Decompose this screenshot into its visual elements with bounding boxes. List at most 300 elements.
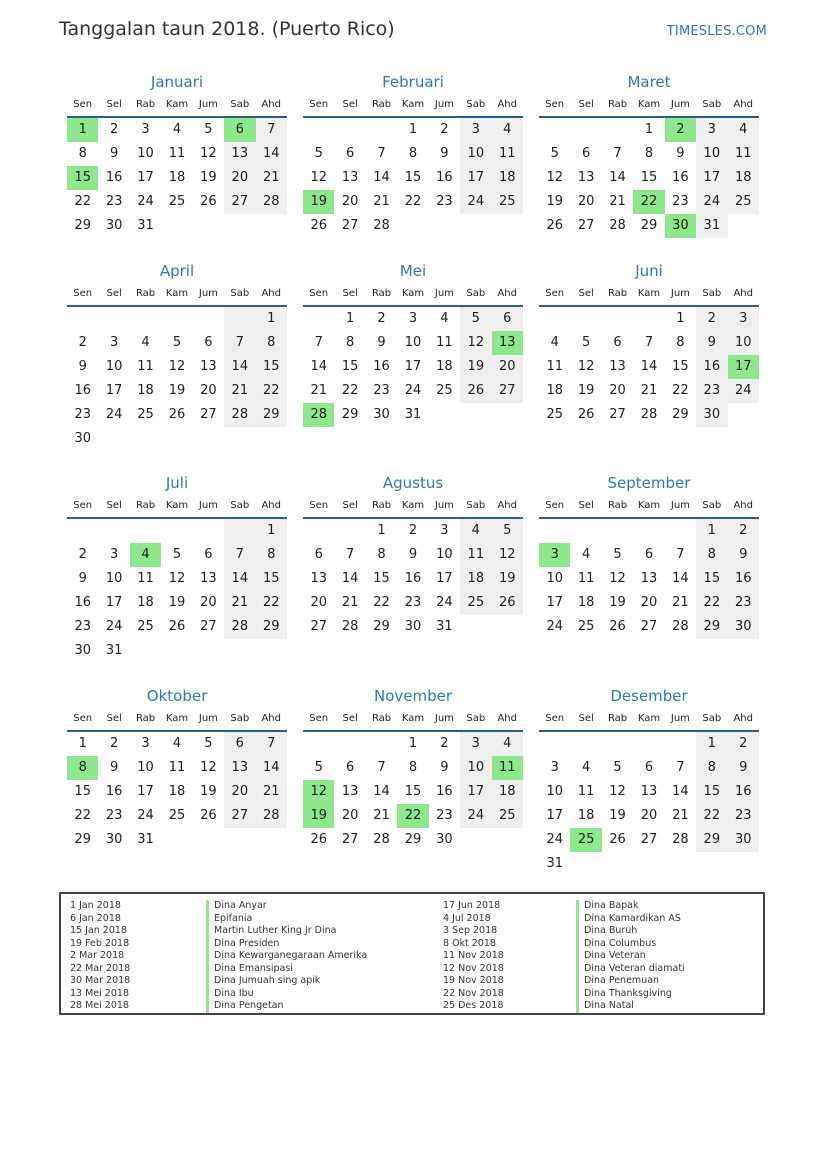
day-cell: 17: [105, 383, 123, 398]
holiday-date: 28 Mei 2018: [70, 1000, 129, 1011]
empty-cell: [539, 519, 570, 543]
holiday-date: 2 Mar 2018: [70, 950, 125, 961]
day-cell: 17: [460, 166, 491, 190]
weekday-label: Sen: [73, 713, 93, 724]
day-cell: 19: [168, 383, 186, 398]
day-cell: 29: [341, 407, 359, 422]
day-cell: 13: [341, 170, 359, 185]
day-cell: 4: [440, 311, 449, 326]
weekday-label: Sel: [342, 713, 358, 724]
day-cell: 4: [460, 519, 491, 543]
day-cell: 7: [377, 146, 386, 161]
day-cell: 22: [696, 591, 727, 615]
month-11: [303, 684, 523, 852]
weekday-label: Sab: [702, 288, 722, 299]
weekday-label: Sel: [342, 99, 358, 110]
weekday-label: Rab: [135, 99, 156, 110]
day-cell: 11: [168, 146, 186, 161]
day-cell: 17: [460, 780, 491, 804]
day-cell: 3: [550, 760, 559, 775]
day-cell: 19: [492, 567, 523, 591]
month-1: [67, 70, 287, 238]
day-cell: 30: [373, 407, 390, 422]
empty-cell: [539, 118, 570, 142]
holiday-date: 22 Nov 2018: [443, 987, 504, 999]
day-cell: 21: [256, 780, 287, 804]
day-cell: 18: [577, 808, 595, 823]
day-cell: 20: [341, 808, 359, 823]
day-cell: 9: [696, 331, 727, 355]
day-cell: 20: [640, 595, 658, 610]
day-cell: 5: [613, 760, 622, 775]
weekday-label: Sel: [106, 99, 122, 110]
weekday-label: Sen: [309, 713, 329, 724]
weekday-label: Sen: [309, 500, 329, 511]
day-grid: [67, 519, 287, 663]
day-cell: 21: [224, 591, 255, 615]
day-cell: 2: [696, 307, 727, 331]
day-cell: 8: [676, 335, 685, 350]
day-cell: 21: [373, 194, 390, 209]
empty-cell: [665, 519, 696, 543]
day-cell: 23: [728, 591, 759, 615]
weekday-label: Sel: [342, 500, 358, 511]
day-cell: 25: [728, 190, 759, 214]
day-cell: 8: [696, 543, 727, 567]
day-cell: 20: [200, 383, 217, 398]
weekday-header: [67, 708, 287, 732]
day-cell: 11: [546, 359, 563, 374]
day-cell: 1: [256, 307, 287, 331]
holiday-day-cell: 8: [67, 756, 98, 780]
weekday-header: [539, 708, 759, 732]
day-cell: 5: [204, 122, 213, 137]
day-cell: 26: [609, 832, 626, 847]
day-cell: 29: [696, 615, 727, 639]
weekday-label: Rab: [371, 713, 392, 724]
day-cell: 12: [609, 784, 626, 799]
day-cell: 17: [546, 808, 563, 823]
weekday-label: Sel: [578, 99, 594, 110]
day-cell: 5: [492, 519, 523, 543]
weekday-label: Ahd: [497, 99, 517, 110]
day-cell: 17: [696, 166, 727, 190]
day-cell: 19: [200, 170, 217, 185]
day-cell: 8: [644, 146, 654, 161]
day-cell: 27: [200, 407, 217, 422]
day-cell: 29: [256, 403, 287, 427]
weekday-label: Rab: [607, 500, 628, 511]
day-cell: 19: [546, 194, 563, 209]
day-cell: 18: [137, 383, 154, 398]
month-name: Oktober: [146, 687, 208, 705]
weekday-label: Kam: [637, 99, 661, 110]
day-cell: 2: [440, 736, 449, 751]
day-cell: 29: [74, 218, 91, 233]
month-name: Januari: [150, 73, 204, 91]
day-cell: 25: [137, 407, 154, 422]
day-cell: 16: [728, 780, 759, 804]
day-cell: 28: [256, 190, 287, 214]
brand-link[interactable]: TIMESLES.COM: [666, 24, 767, 39]
day-cell: 25: [577, 619, 595, 634]
holiday-date: 6 Jan 2018: [70, 912, 121, 924]
month-name: Maret: [627, 73, 671, 91]
day-cell: 12: [168, 359, 186, 374]
day-cell: 4: [172, 736, 182, 751]
holiday-legend: [59, 892, 765, 1015]
day-cell: 13: [577, 170, 595, 185]
day-cell: 29: [256, 615, 287, 639]
day-cell: 18: [137, 595, 154, 610]
day-cell: 31: [105, 643, 123, 658]
day-cell: 6: [204, 335, 213, 350]
day-cell: 14: [609, 170, 626, 185]
day-cell: 27: [640, 832, 658, 847]
empty-cell: [334, 732, 365, 756]
holiday-name: Dina Penemuan: [584, 975, 660, 986]
weekday-label: Sab: [702, 713, 722, 724]
month-name: Juli: [165, 474, 189, 492]
weekday-label: Sel: [106, 288, 122, 299]
day-cell: 25: [546, 407, 563, 422]
weekday-label: Ahd: [733, 99, 753, 110]
day-cell: 11: [436, 335, 453, 350]
holiday-name: Dina Thanksgiving: [584, 987, 672, 999]
day-cell: 1: [696, 519, 727, 543]
day-cell: 11: [460, 543, 491, 567]
weekday-label: Sen: [309, 99, 329, 110]
empty-cell: [98, 307, 129, 331]
day-cell: 13: [341, 784, 359, 799]
day-cell: 20: [224, 166, 255, 190]
holiday-names-left: [206, 900, 367, 1013]
holiday-day-cell: 15: [67, 166, 98, 190]
empty-cell: [570, 307, 601, 331]
day-cell: 20: [577, 194, 595, 209]
holiday-name: Dina Veteran diamati: [584, 962, 685, 974]
day-cell: 22: [74, 194, 91, 209]
month-7: [67, 471, 287, 663]
day-cell: 20: [200, 595, 217, 610]
day-cell: 21: [609, 194, 626, 209]
day-cell: 3: [141, 122, 150, 137]
day-cell: 2: [440, 122, 449, 137]
day-cell: 28: [640, 407, 658, 422]
day-cell: 4: [581, 760, 591, 775]
day-cell: 26: [492, 591, 523, 615]
weekday-label: Sab: [466, 500, 486, 511]
day-cell: 24: [696, 190, 727, 214]
weekday-label: Rab: [607, 99, 628, 110]
weekday-label: Sen: [545, 99, 565, 110]
day-cell: 10: [460, 142, 491, 166]
empty-cell: [130, 519, 161, 543]
day-cell: 8: [408, 146, 418, 161]
weekday-header: [303, 94, 523, 118]
day-cell: 9: [78, 359, 87, 374]
day-cell: 9: [78, 571, 87, 586]
day-cell: 16: [436, 170, 453, 185]
day-cell: 17: [105, 595, 123, 610]
weekday-header: [303, 708, 523, 732]
weekday-label: Ahd: [733, 288, 753, 299]
day-cell: 15: [672, 359, 689, 374]
day-cell: 1: [78, 736, 87, 751]
weekday-label: Jum: [434, 288, 454, 299]
day-cell: 26: [310, 832, 327, 847]
weekday-label: Ahd: [497, 288, 517, 299]
holiday-day-cell: 6: [224, 118, 255, 142]
day-cell: 10: [546, 571, 563, 586]
day-cell: 23: [105, 194, 123, 209]
day-cell: 6: [224, 732, 255, 756]
day-grid: [539, 519, 759, 639]
day-cell: 22: [256, 591, 287, 615]
day-cell: 14: [224, 355, 255, 379]
day-cell: 15: [341, 359, 359, 374]
weekday-label: Ahd: [733, 500, 753, 511]
weekday-label: Jum: [198, 288, 218, 299]
day-cell: 23: [74, 619, 91, 634]
day-cell: 23: [728, 804, 759, 828]
day-cell: 15: [373, 571, 390, 586]
day-cell: 11: [728, 142, 759, 166]
day-cell: 3: [460, 118, 491, 142]
weekday-label: Sel: [342, 288, 358, 299]
holiday-name: Dina Ibu: [214, 987, 254, 999]
holiday-day-cell: 22: [397, 804, 428, 828]
holiday-name: Dina Bapak: [584, 900, 639, 911]
holiday-day-cell: 12: [303, 780, 334, 804]
empty-cell: [303, 519, 334, 543]
day-cell: 11: [137, 571, 154, 586]
day-cell: 24: [460, 804, 491, 828]
month-3: [539, 70, 759, 238]
holiday-name: Dina Jumuah sing apik: [214, 975, 321, 986]
day-cell: 16: [696, 355, 727, 379]
day-cell: 25: [137, 619, 154, 634]
day-cell: 16: [436, 784, 453, 799]
day-cell: 29: [74, 832, 91, 847]
empty-cell: [539, 307, 570, 331]
empty-cell: [633, 732, 664, 756]
day-cell: 24: [436, 595, 453, 610]
day-cell: 11: [168, 760, 186, 775]
day-cell: 21: [341, 595, 359, 610]
day-cell: 4: [581, 547, 591, 562]
day-cell: 28: [672, 832, 689, 847]
holiday-names-right: [576, 900, 685, 1013]
day-cell: 26: [310, 218, 327, 233]
weekday-label: Ahd: [261, 500, 281, 511]
day-cell: 26: [168, 619, 186, 634]
day-cell: 13: [224, 142, 255, 166]
day-cell: 16: [404, 571, 422, 586]
weekday-label: Rab: [371, 288, 392, 299]
day-cell: 16: [74, 595, 91, 610]
empty-cell: [366, 118, 397, 142]
day-cell: 23: [373, 383, 390, 398]
day-cell: 28: [224, 615, 255, 639]
day-cell: 12: [460, 331, 491, 355]
weekday-label: Ahd: [261, 713, 281, 724]
day-cell: 3: [696, 118, 727, 142]
day-cell: 8: [408, 760, 418, 775]
day-cell: 7: [676, 760, 685, 775]
day-grid: [303, 307, 523, 427]
day-cell: 24: [546, 619, 563, 634]
day-cell: 17: [546, 595, 563, 610]
day-cell: 17: [436, 571, 453, 586]
day-cell: 9: [440, 146, 449, 161]
weekday-label: Ahd: [261, 99, 281, 110]
day-cell: 16: [728, 567, 759, 591]
day-cell: 19: [168, 595, 186, 610]
day-cell: 7: [377, 760, 386, 775]
weekday-label: Jum: [670, 500, 690, 511]
day-cell: 20: [492, 355, 523, 379]
day-cell: 9: [728, 543, 759, 567]
day-cell: 6: [204, 547, 213, 562]
day-cell: 30: [74, 643, 91, 658]
day-cell: 31: [137, 832, 154, 847]
holiday-name: Dina Anyar: [214, 900, 267, 911]
day-cell: 22: [672, 383, 689, 398]
day-cell: 11: [492, 142, 523, 166]
day-cell: 20: [341, 194, 359, 209]
day-cell: 18: [728, 166, 759, 190]
day-cell: 29: [696, 828, 727, 852]
day-cell: 23: [696, 379, 727, 403]
day-cell: 8: [256, 331, 287, 355]
day-cell: 5: [613, 547, 622, 562]
day-cell: 10: [105, 571, 123, 586]
day-cell: 30: [696, 403, 727, 427]
month-name: April: [159, 262, 195, 280]
day-cell: 13: [640, 784, 658, 799]
empty-cell: [602, 519, 633, 543]
day-cell: 12: [310, 170, 327, 185]
holiday-date: 4 Jul 2018: [443, 912, 491, 924]
day-cell: 27: [341, 832, 359, 847]
day-cell: 23: [672, 194, 689, 209]
day-cell: 3: [408, 311, 418, 326]
weekday-label: Sel: [106, 500, 122, 511]
day-cell: 23: [436, 194, 453, 209]
day-cell: 15: [404, 170, 422, 185]
day-cell: 27: [492, 379, 523, 403]
page-title: Tanggalan taun 2018. (Puerto Rico): [59, 18, 395, 40]
day-cell: 24: [105, 407, 123, 422]
day-cell: 2: [728, 732, 759, 756]
day-cell: 10: [137, 146, 154, 161]
day-cell: 8: [377, 547, 386, 562]
day-cell: 21: [640, 383, 658, 398]
empty-cell: [633, 519, 664, 543]
day-cell: 3: [728, 307, 759, 331]
day-cell: 6: [613, 335, 622, 350]
day-cell: 24: [460, 190, 491, 214]
weekday-label: Sen: [73, 99, 93, 110]
day-cell: 21: [672, 808, 689, 823]
day-grid: [539, 307, 759, 427]
weekday-label: Jum: [434, 713, 454, 724]
day-cell: 30: [728, 615, 759, 639]
weekday-label: Rab: [135, 500, 156, 511]
day-cell: 15: [640, 170, 658, 185]
day-cell: 16: [74, 383, 91, 398]
day-cell: 2: [109, 122, 119, 137]
holiday-date: 13 Mei 2018: [70, 987, 129, 999]
day-cell: 25: [168, 194, 186, 209]
weekday-header: [67, 94, 287, 118]
day-cell: 19: [609, 595, 626, 610]
holiday-day-cell: 4: [130, 543, 161, 567]
day-cell: 31: [436, 619, 453, 634]
day-cell: 6: [345, 146, 355, 161]
weekday-label: Sab: [466, 99, 486, 110]
day-cell: 10: [436, 547, 453, 562]
weekday-label: Sab: [230, 288, 250, 299]
day-cell: 22: [404, 194, 422, 209]
holiday-day-cell: 28: [303, 403, 334, 427]
day-cell: 16: [105, 170, 123, 185]
day-cell: 6: [644, 547, 654, 562]
day-cell: 14: [672, 784, 689, 799]
holiday-name: Dina Presiden: [214, 937, 280, 949]
day-grid: [539, 118, 759, 238]
empty-cell: [334, 519, 365, 543]
day-cell: 27: [310, 619, 327, 634]
day-cell: 10: [728, 331, 759, 355]
day-cell: 21: [310, 383, 327, 398]
day-cell: 16: [672, 170, 689, 185]
empty-cell: [602, 118, 633, 142]
day-cell: 19: [609, 808, 626, 823]
empty-cell: [633, 307, 664, 331]
empty-cell: [67, 519, 98, 543]
holiday-day-cell: 2: [665, 118, 696, 142]
month-6: [539, 259, 759, 427]
holiday-name: Dina Pengetan: [214, 1000, 284, 1011]
day-cell: 22: [373, 595, 390, 610]
day-cell: 27: [640, 619, 658, 634]
empty-cell: [303, 307, 334, 331]
day-cell: 1: [644, 122, 654, 137]
day-cell: 9: [377, 335, 386, 350]
day-cell: 10: [696, 142, 727, 166]
day-cell: 27: [224, 190, 255, 214]
holiday-day-cell: 19: [303, 804, 334, 828]
day-cell: 7: [345, 547, 355, 562]
empty-cell: [539, 732, 570, 756]
day-cell: 30: [105, 832, 123, 847]
day-cell: 6: [492, 307, 523, 331]
weekday-label: Kam: [401, 500, 425, 511]
day-cell: 4: [728, 118, 759, 142]
weekday-label: Rab: [607, 713, 628, 724]
day-cell: 5: [204, 736, 213, 751]
holiday-name: Dina Kamardikan AS: [584, 912, 681, 924]
day-cell: 14: [640, 359, 658, 374]
weekday-label: Rab: [371, 500, 392, 511]
day-cell: 30: [105, 218, 123, 233]
holiday-day-cell: 13: [492, 331, 523, 355]
day-cell: 14: [672, 571, 689, 586]
month-8: [303, 471, 523, 639]
day-cell: 7: [256, 118, 287, 142]
